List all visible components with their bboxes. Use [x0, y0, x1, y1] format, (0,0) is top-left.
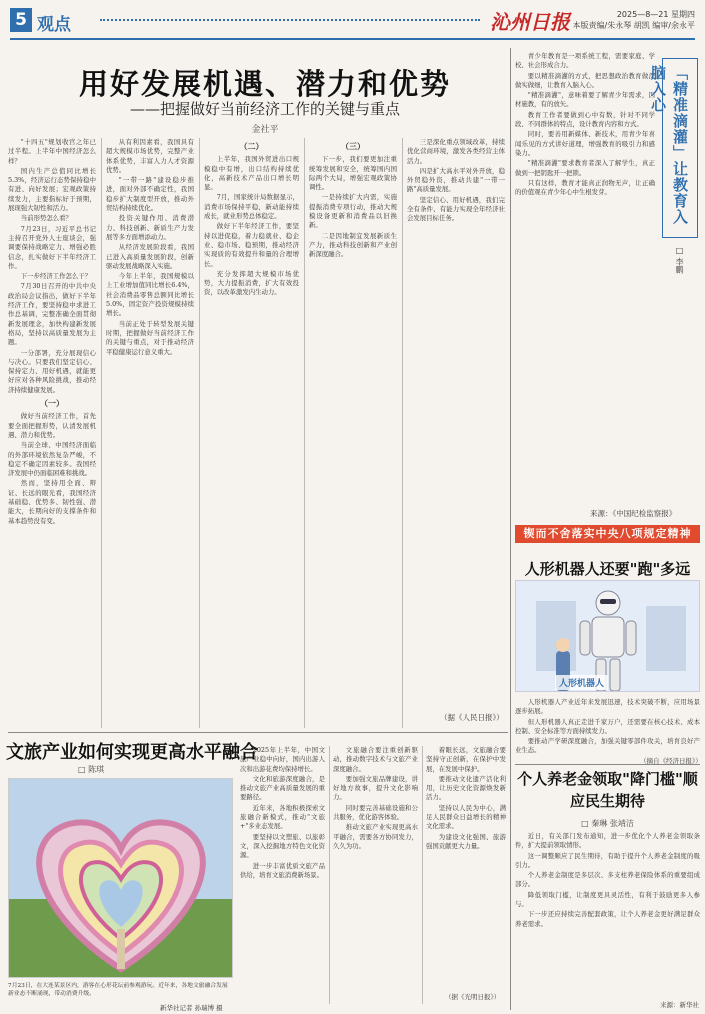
- paragraph: 做好下半年经济工作，要坚持以进促稳，着力稳就业、稳企业、稳市场、稳预期，推动经济实现质的有效提升和量的合理增长。: [204, 222, 299, 268]
- paragraph: 当前正处于转型发展关键时期，把握做好当前经济工作的关键与重点，对于推动经济平稳健康运行意义重大。: [106, 319, 194, 356]
- paragraph: 近年来，各地积极探索文旅融合新模式，推动"文旅+"多业态发展。: [240, 803, 325, 831]
- main-source: （据《人民日报》）: [440, 713, 504, 722]
- section-name: 观点: [37, 15, 71, 35]
- paragraph: 只有这样，教育才能真正润物无声，让正确的价值观在青少年心中生根发芽。: [515, 178, 655, 197]
- date: 2025—8—21 星期四: [616, 10, 695, 19]
- paragraph: 青少年教育是一项系统工程，需要家庭、学校、社会形成合力。: [515, 52, 655, 70]
- paragraph: 文旅融合要注重创新驱动，推动数字技术与文旅产业深度融合。: [333, 746, 418, 773]
- paragraph: 充分发挥超大规模市场优势，大力提振消费，扩大有效投资，以改革激发内生动力。: [204, 269, 299, 297]
- robot-article-title: 人形机器人还要"跑"多远: [524, 560, 691, 578]
- vertical-author: □ 李鹏: [675, 246, 684, 274]
- culture-photo-caption: 7月23日，在大连某景区内，游客在心形花坛前参观游玩。近年来，各地文旅融合发展新业态不断涌现，带动消费升级。: [8, 983, 228, 997]
- banner-slogan: 锲而不舍落实中央八项规定精神: [515, 525, 700, 543]
- dateline: [573, 9, 695, 31]
- main-column-2: [106, 138, 194, 728]
- paragraph: 个人养老金制度是多层次、多支柱养老保险体系的重要组成部分。: [515, 871, 700, 889]
- culture-byline: □ 陈琪: [78, 765, 105, 774]
- paragraph: 文化和旅游深度融合，是推动文旅产业高质量发展的重要路径。: [240, 774, 325, 802]
- paragraph: 推动文旅产业实现更高水平融合，需要各方协同发力，久久为功。: [333, 823, 418, 850]
- paragraph: 着眼长远，文旅融合要坚持守正创新，在保护中发展，在发展中保护。: [426, 746, 506, 773]
- paragraph: 要推动文化遗产活化利用，让历史文化资源焕发新活力。: [426, 774, 506, 802]
- paragraph: 要加强文旅品牌建设，讲好地方故事，提升文化影响力。: [333, 774, 418, 802]
- paragraph: 然而，坚持用全面、辩证、长远的眼光看，我国经济基础稳、优势多、韧性强、潜能大，长期向好的支撑条件和基本趋势没有变。: [8, 479, 96, 525]
- paragraph: 这一调整顺应了民生期待，有助于提升个人养老金制度的吸引力。: [515, 851, 700, 869]
- culture-source: （据《光明日报》）: [445, 993, 501, 1001]
- paragraph: 人形机器人产业近年来发展迅速，技术突破不断，应用场景逐步拓展。: [515, 698, 700, 716]
- paragraph: 7月23日，习近平总书记主持召开党外人士座谈会，强调要保持战略定力、增强必胜信念，扎实做好下半年经济工作。: [8, 224, 96, 270]
- page-header: [10, 6, 695, 36]
- pension-byline: □ 秦琳 张靖洁: [581, 819, 634, 828]
- section-divider: [8, 732, 508, 733]
- main-headline: 用好发展机遇、潜力和优势: [78, 67, 451, 101]
- photo-credit: 新华社记者 孙瑞博 摄: [160, 1004, 223, 1012]
- paragraph: 但人形机器人真正走进千家万户，还需要在核心技术、成本控制、安全标准等方面持续发力。: [515, 717, 700, 735]
- newspaper-logo: 沁州日报: [490, 10, 570, 34]
- paragraph: 7月，国家统计局数据显示，消费市场保持平稳，新动能持续成长，就业形势总体稳定。: [204, 193, 299, 221]
- column-divider: [199, 138, 200, 728]
- paragraph: 降低领取门槛，让制度更具灵活性，有利于鼓励更多人参与。: [515, 890, 700, 909]
- paragraph: 为建设文化强国、旅游强国贡献更大力量。: [426, 832, 506, 850]
- pension-article-title: 个人养老金领取"降门槛"顺应民生期待: [517, 770, 698, 810]
- paragraph: 要坚持以文塑旅、以旅彰文，深入挖掘地方特色文化资源。: [240, 832, 325, 860]
- robot-source: （摘自《经济日报》）: [640, 757, 702, 765]
- paragraph: "十四五"规划收官之年已过半程。上半年中国经济怎么样？: [8, 138, 96, 165]
- robot-image-caption: 人形机器人: [555, 675, 608, 690]
- paragraph: 同时要完善基础设施和公共服务，优化游客体验。: [333, 803, 418, 822]
- paragraph: 三是深化重点领域改革，持续优化营商环境，激发各类经营主体活力。: [407, 138, 505, 165]
- column-divider: [329, 746, 330, 1004]
- paragraph: "精准滴灌"要求教育者深入了解学生，真正做到一把钥匙开一把锁。: [515, 159, 655, 177]
- paragraph: 从经济发展阶段看，我国已进入高质量发展阶段，创新驱动发展战略深入实施。: [106, 243, 194, 270]
- main-subhead: ——把握做好当前经济工作的关键与重点: [129, 100, 400, 118]
- paragraph: 要推动产学研深度融合，加强关键零部件攻关，培育良好产业生态。: [515, 737, 700, 755]
- culture-article-title: 文旅产业如何实现更高水平融合: [6, 742, 258, 763]
- paragraph: "精准滴灌"，意味着要了解青少年需求，因材施教，有的放矢。: [515, 91, 655, 109]
- section-heading: （一）: [40, 398, 64, 409]
- header-rule: [10, 38, 695, 40]
- pension-article-text: [515, 832, 700, 997]
- paragraph: "一带一路"建设稳步推进，面对外部不确定性，我国稳步扩大制度型开放，推动外贸结构持续优化。: [106, 176, 194, 213]
- paragraph: 下一步还应持续完善配套政策，让个人养老金更好满足群众养老需求。: [515, 910, 700, 928]
- vertical-title: 「精准滴灌」让教育入脑入心: [662, 58, 698, 238]
- paragraph: 同时，要善用新媒体、新技术，用青少年喜闻乐见的方式讲好道理，增强教育的吸引力和感染力。: [515, 130, 655, 157]
- paragraph: 2025年上半年，中国文旅产业稳中向好，国内出游人次和出游花费均保持增长。: [240, 746, 325, 773]
- robot-article-text: [515, 698, 700, 756]
- paragraph: 当前全球、中国经济面临的外部环境依然复杂严峻，不稳定不确定因素较多。我国经济发展中仍面临困难和挑战。: [8, 441, 96, 478]
- paragraph: 7月30日召开的中共中央政治局会议指出，做好下半年经济工作，要坚持稳中求进工作总基调，完整准确全面贯彻新发展理念，加快构建新发展格局，坚持以高质量发展为主题。: [8, 282, 96, 347]
- section-heading: （三）: [341, 141, 365, 151]
- paragraph: 四是扩大高水平对外开放，稳外贸稳外资，推动共建"一带一路"高质量发展。: [407, 166, 505, 194]
- right-source: 来源：《中国纪检监察报》: [590, 509, 677, 518]
- paragraph: 坚持以人民为中心，满足人民群众日益增长的精神文化需求。: [426, 803, 506, 831]
- paragraph: 要以精准滴灌的方式，把思想政治教育做深做实做细，让教育入脑入心。: [515, 71, 655, 89]
- column-divider: [101, 138, 102, 728]
- pension-source: 来源：新华社: [660, 1001, 699, 1009]
- right-column-text: [515, 52, 655, 517]
- paragraph: 坚定信心、用好机遇，我们完全有条件、有能力实现全年经济社会发展目标任务。: [407, 195, 505, 223]
- paragraph: 下一步经济工作怎么干？: [20, 272, 92, 281]
- paragraph: 当前形势怎么看？: [20, 214, 72, 223]
- heart-garden-photo: [8, 778, 233, 978]
- main-byline: 金社平: [251, 125, 279, 135]
- paragraph: 下一步，我们要更加注重统筹发展和安全，统筹国内国际两个大局，增强宏观政策协调性。: [309, 155, 397, 192]
- paragraph: 从有利因素看，我国具有超大规模市场优势，完整产业体系优势，丰富人力人才资源优势。: [106, 138, 194, 174]
- culture-column-2: [333, 746, 418, 998]
- heart-arch-illustration: [9, 779, 233, 978]
- paragraph: 一是持续扩大内需，实施提振消费专项行动，推动大规模设备更新和消费品以旧换新。: [309, 193, 397, 230]
- main-column-5: [407, 138, 505, 698]
- paragraph: 教育工作者要做到心中有数，针对不同学段、不同群体的特点，设计教育内容和方式。: [515, 110, 655, 129]
- section-heading: （二）: [239, 141, 264, 151]
- main-column-1: [8, 138, 96, 728]
- paragraph: 今年上半年，我国规模以上工业增加值同比增长6.4%，社会消费品零售总额同比增长5.0%，固定资产投资规模持续增长。: [106, 272, 194, 318]
- page-number: 5: [10, 8, 32, 32]
- header-divider: [100, 19, 480, 21]
- editors: 本版责编/朱永琴 胡凯 编审/余永平: [572, 21, 695, 30]
- section-divider: [515, 764, 700, 765]
- culture-column-3: [426, 746, 506, 986]
- paragraph: 一分部署，充分展现信心与决心。只要我们坚定信心、保持定力、用好机遇，就能更好应对各种风险挑战，推动经济持续健康发展。: [8, 348, 96, 394]
- paragraph: 投资关键作用、消费潜力、科技创新、新质生产力发展等多方面增添动力。: [106, 214, 194, 241]
- column-divider: [304, 138, 305, 728]
- column-divider: [422, 746, 423, 1004]
- column-divider: [402, 138, 403, 728]
- paragraph: 国内生产总值同比增长5.3%，经济运行态势保持稳中有进、向好发展；宏观政策持续发力，主要指标好于预期，展现强大韧性和活力。: [8, 166, 96, 213]
- culture-column-1: [240, 746, 325, 998]
- paragraph: 二是因地制宜发展新质生产力，推动科技创新和产业创新深度融合。: [309, 231, 397, 259]
- paragraph: 近日，有关部门发布通知，进一步优化个人养老金领取条件，扩大提前领取情形。: [515, 832, 700, 850]
- paragraph: 进一步丰富优质文旅产品供给，培育文旅消费新场景。: [240, 861, 325, 879]
- main-column-4: [309, 138, 397, 728]
- page-column-divider: [510, 48, 511, 1010]
- paragraph: 上半年，我国外贸进出口规模稳中有增，出口结构持续优化，高新技术产品出口增长明显。: [204, 155, 299, 192]
- paragraph: 做好当前经济工作，首先要全面把握形势，认清发展机遇、潜力和优势。: [8, 412, 96, 439]
- main-column-3: [204, 138, 299, 728]
